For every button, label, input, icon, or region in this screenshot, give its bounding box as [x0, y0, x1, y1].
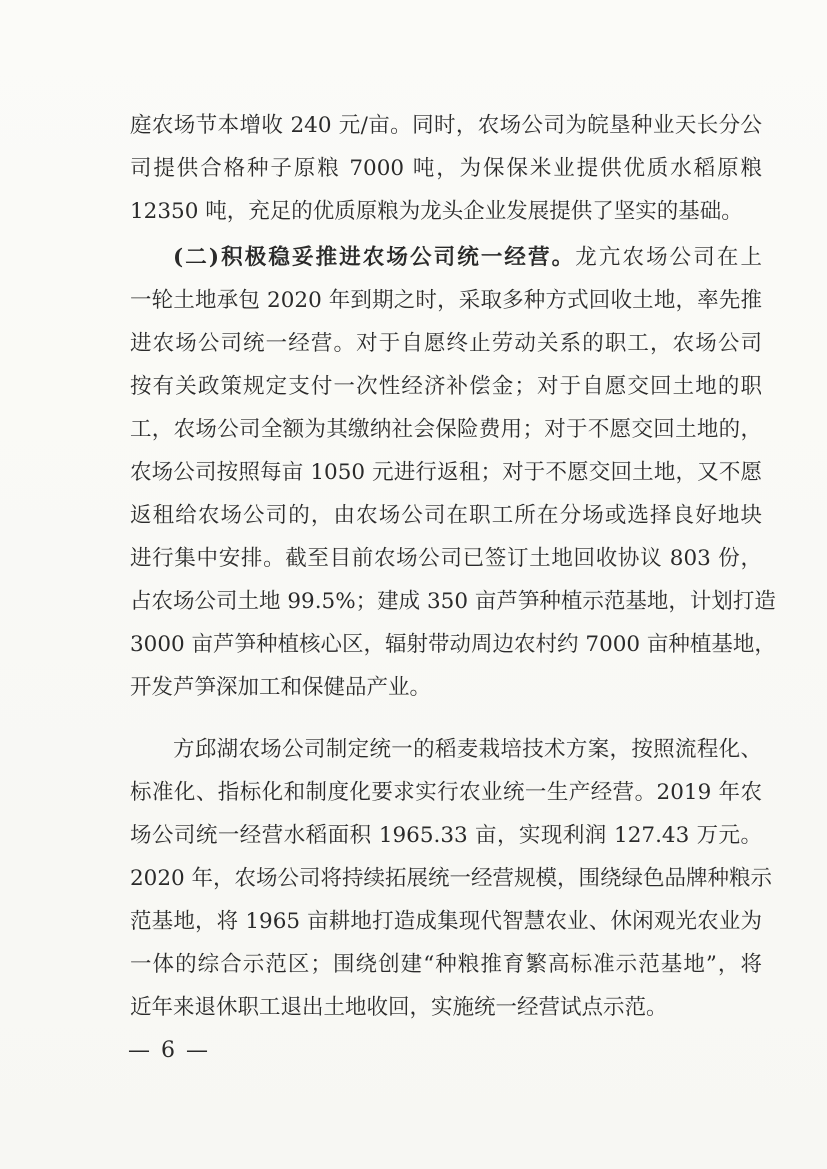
page-number: — 6 — [128, 1038, 210, 1063]
text-line: 占农场公司土地 99.5%；建成 350 亩芦笋种植示范基地，计划打造 [130, 589, 776, 614]
paragraph-1 [130, 104, 762, 233]
text-line: 庭农场节本增收 240 元/亩。同时，农场公司为皖垦种业天长分公 [130, 113, 762, 138]
text-line: 近年来退休职工退出土地收回，实施统一经营试点示范。 [130, 995, 668, 1020]
text-line: 一体的综合示范区；围绕创建“种粮推育繁高标准示范基地”，将 [130, 952, 762, 977]
text-line: 司提供合格种子原粮 7000 吨，为保保米业提供优质水稻原粮 [130, 156, 762, 181]
text-line: 范基地，将 1965 亩耕地打造成集现代智慧农业、休闲观光农业为 [130, 909, 762, 934]
text-line: 返租给农场公司的，由农场公司在职工所在分场或选择良好地块 [130, 503, 762, 528]
heading-continuation: 龙亢农场公司在上 [575, 245, 762, 270]
text-line: 场公司统一经营水稻面积 1965.33 亩，实现利润 127.43 万元。 [130, 823, 762, 848]
text-line: 进农场公司统一经营。对于自愿终止劳动关系的职工，农场公司 [130, 331, 762, 356]
text-line: 工，农场公司全额为其缴纳社会保险费用；对于不愿交回土地的， [130, 417, 762, 442]
text-line: 进行集中安排。截至目前农场公司已签订土地回收协议 803 份， [130, 546, 762, 571]
text-line: 标准化、指标化和制度化要求实行农业统一生产经营。2019 年农 [130, 780, 762, 805]
text-line: 12350 吨，充足的优质原粮为龙头企业发展提供了坚实的基础。 [130, 199, 743, 224]
text-line: 一轮土地承包 2020 年到期之时，采取多种方式回收土地，率先推 [130, 288, 762, 313]
paragraph-3 [130, 728, 773, 1029]
text-line: 开发芦笋深加工和保健品产业。 [130, 675, 432, 700]
paragraph-2 [130, 236, 776, 709]
text-line: 3000 亩芦笋种植核心区，辐射带动周边农村约 7000 亩种植基地， [130, 632, 776, 657]
text-line: 按有关政策规定支付一次性经济补偿金；对于自愿交回土地的职 [130, 374, 762, 399]
section-heading: (二)积极稳妥推进农场公司统一经营。 [173, 245, 576, 270]
text-line: 2020 年，农场公司将持续拓展统一经营规模，围绕绿色品牌种粮示 [130, 866, 773, 891]
text-line: 方邱湖农场公司制定统一的稻麦栽培技术方案，按照流程化、 [173, 737, 762, 762]
text-line: 农场公司按照每亩 1050 元进行返租；对于不愿交回土地，又不愿 [130, 460, 762, 485]
text-line [130, 236, 762, 279]
